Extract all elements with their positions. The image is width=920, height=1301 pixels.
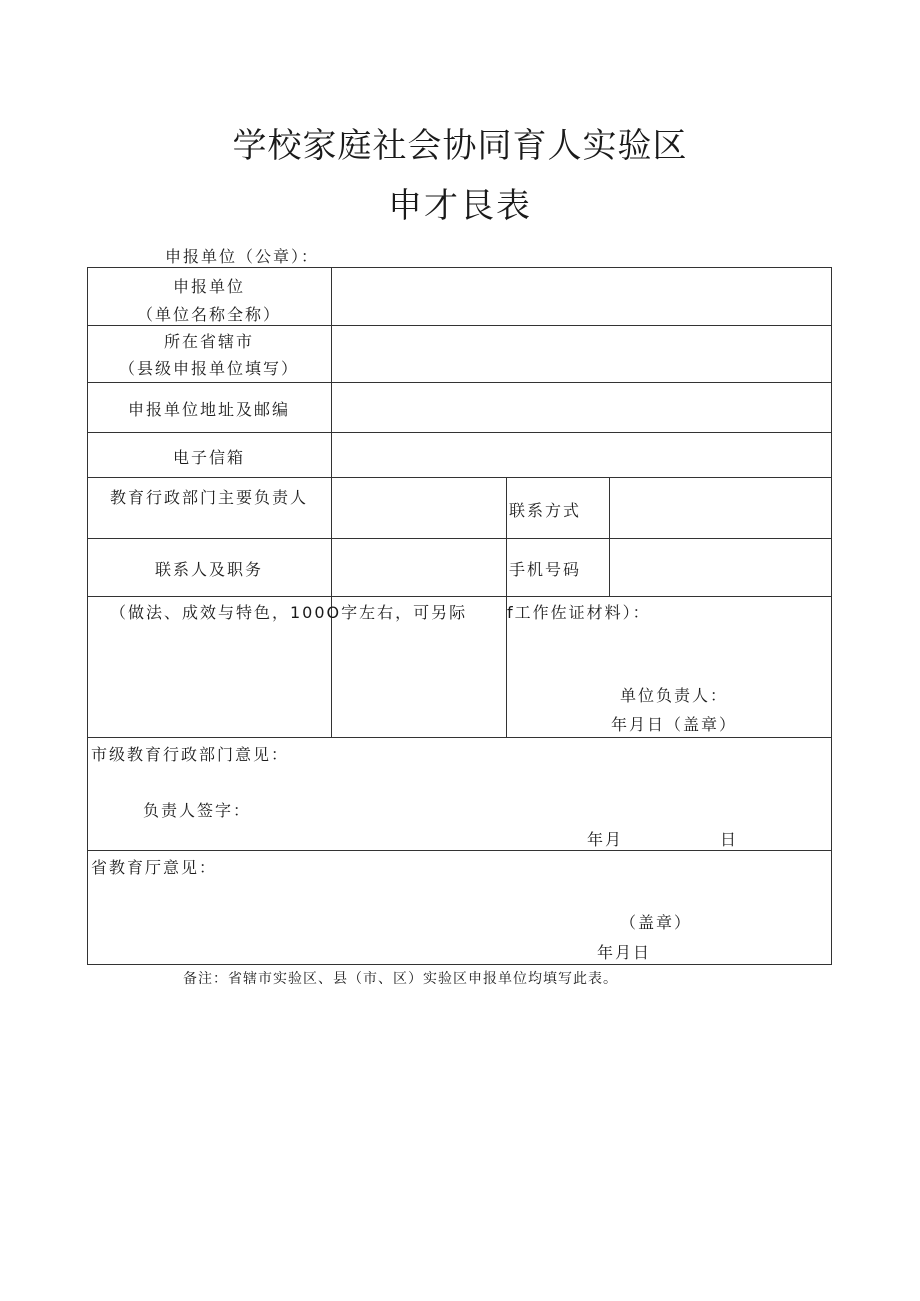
table-border-right <box>831 267 832 965</box>
province-city-sublabel: （县级申报单位填写） <box>118 359 299 378</box>
table-border-bottom <box>87 964 832 965</box>
row-divider <box>87 432 832 433</box>
title-line-1: 学校家庭社会协同育人实验区 <box>232 126 688 166</box>
address-postcode-label: 申报单位地址及邮编 <box>127 400 290 419</box>
row-divider <box>87 477 832 478</box>
contact-method-label: 联系方式 <box>509 501 582 520</box>
row-divider <box>87 596 832 597</box>
province-city-label: 所在省辖市 <box>163 332 254 351</box>
province-seal: （盖章） <box>620 913 693 932</box>
city-sign-label: 负责人签字： <box>143 801 252 820</box>
seal-label: 申报单位（公章）： <box>165 247 320 266</box>
city-day: 日 <box>720 830 739 849</box>
row-divider <box>87 325 832 326</box>
row-divider <box>87 538 832 539</box>
practice-description-left: （做法、成效与特色，100O字左右，可另际 <box>110 603 468 622</box>
city-year-month: 年月 <box>587 830 624 849</box>
row-divider <box>87 850 832 851</box>
column-divider <box>331 267 332 737</box>
province-date: 年月日 <box>597 943 652 962</box>
row-divider <box>87 382 832 383</box>
province-opinion-label: 省教育厅意见： <box>91 858 218 877</box>
column-divider <box>609 477 610 596</box>
edu-head-label: 教育行政部门主要负责人 <box>109 488 308 507</box>
unit-name-sublabel: （单位名称全称） <box>136 305 281 324</box>
footnote: 备注：省辖市实验区、县（市、区）实验区申报单位均填写此表。 <box>183 971 618 987</box>
unit-name-label: 申报单位 <box>172 277 245 296</box>
mobile-label: 手机号码 <box>509 560 582 579</box>
practice-date-seal: 年月日（盖章） <box>611 715 738 734</box>
practice-description-right: f工作佐证材料）： <box>507 603 651 622</box>
email-label: 电子信箱 <box>172 448 245 467</box>
row-divider <box>87 737 832 738</box>
contact-person-label: 联系人及职务 <box>154 560 263 579</box>
title-line-2: 申才艮表 <box>388 186 532 226</box>
unit-leader-label: 单位负责人： <box>620 686 729 705</box>
city-opinion-label: 市级教育行政部门意见： <box>91 745 290 764</box>
table-border-top <box>87 267 832 268</box>
